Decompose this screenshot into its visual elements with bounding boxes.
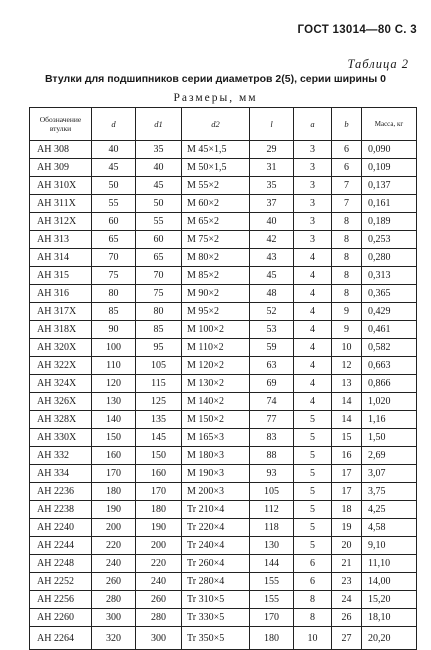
cell-d2: Tr 260×4 bbox=[182, 555, 250, 573]
cell-d: 100 bbox=[92, 339, 136, 357]
table-row bbox=[30, 501, 417, 519]
cell-b: 8 bbox=[332, 213, 362, 231]
cell-d: 190 bbox=[92, 501, 136, 519]
cell-mass: 0,189 bbox=[362, 213, 417, 231]
cell-l: 155 bbox=[250, 573, 294, 591]
cell-d: 45 bbox=[92, 159, 136, 177]
cell-designation: АН 2244 bbox=[30, 537, 92, 555]
cell-d: 65 bbox=[92, 231, 136, 249]
cell-d1: 150 bbox=[136, 447, 182, 465]
table-row bbox=[30, 285, 417, 303]
cell-d1: 160 bbox=[136, 465, 182, 483]
table-row bbox=[30, 375, 417, 393]
cell-d: 75 bbox=[92, 267, 136, 285]
cell-d1: 240 bbox=[136, 573, 182, 591]
cell-designation: АН 308 bbox=[30, 141, 92, 159]
table-row bbox=[30, 141, 417, 159]
cell-l: 45 bbox=[250, 267, 294, 285]
cell-d: 240 bbox=[92, 555, 136, 573]
cell-mass: 0,137 bbox=[362, 177, 417, 195]
table-row bbox=[30, 159, 417, 177]
cell-d2: М 200×3 bbox=[182, 483, 250, 501]
cell-d: 110 bbox=[92, 357, 136, 375]
table-header-row bbox=[30, 108, 417, 141]
cell-l: 170 bbox=[250, 609, 294, 627]
cell-d: 140 bbox=[92, 411, 136, 429]
cell-d: 160 bbox=[92, 447, 136, 465]
cell-a: 3 bbox=[294, 177, 332, 195]
cell-mass: 0,663 bbox=[362, 357, 417, 375]
cell-mass: 0,253 bbox=[362, 231, 417, 249]
sizes-caption: Размеры, мм bbox=[173, 92, 258, 104]
cell-mass: 0,866 bbox=[362, 375, 417, 393]
cell-d1: 200 bbox=[136, 537, 182, 555]
cell-d2: М 60×2 bbox=[182, 195, 250, 213]
cell-l: 105 bbox=[250, 483, 294, 501]
col-header-d2: d2 bbox=[182, 108, 250, 141]
cell-mass: 0,090 bbox=[362, 141, 417, 159]
cell-designation: АН 328Х bbox=[30, 411, 92, 429]
cell-mass: 20,20 bbox=[362, 627, 417, 650]
cell-mass: 1,50 bbox=[362, 429, 417, 447]
cell-d: 300 bbox=[92, 609, 136, 627]
cell-l: 77 bbox=[250, 411, 294, 429]
cell-a: 5 bbox=[294, 537, 332, 555]
cell-designation: АН 330Х bbox=[30, 429, 92, 447]
cell-b: 17 bbox=[332, 465, 362, 483]
cell-a: 4 bbox=[294, 393, 332, 411]
table-row bbox=[30, 267, 417, 285]
cell-a: 6 bbox=[294, 555, 332, 573]
table-row bbox=[30, 519, 417, 537]
cell-l: 35 bbox=[250, 177, 294, 195]
cell-d: 60 bbox=[92, 213, 136, 231]
cell-d1: 35 bbox=[136, 141, 182, 159]
cell-b: 8 bbox=[332, 249, 362, 267]
cell-l: 69 bbox=[250, 375, 294, 393]
cell-b: 19 bbox=[332, 519, 362, 537]
cell-mass: 18,10 bbox=[362, 609, 417, 627]
cell-d: 320 bbox=[92, 627, 136, 650]
table-number: Таблица 2 bbox=[347, 57, 409, 71]
col-header-designation: Обозначение втулки bbox=[30, 108, 92, 141]
cell-a: 5 bbox=[294, 483, 332, 501]
cell-d: 130 bbox=[92, 393, 136, 411]
table-row bbox=[30, 447, 417, 465]
cell-l: 118 bbox=[250, 519, 294, 537]
cell-mass: 0,365 bbox=[362, 285, 417, 303]
cell-designation: АН 2238 bbox=[30, 501, 92, 519]
cell-a: 5 bbox=[294, 447, 332, 465]
cell-a: 5 bbox=[294, 501, 332, 519]
table-row bbox=[30, 231, 417, 249]
cell-d: 50 bbox=[92, 177, 136, 195]
col-header-b: b bbox=[332, 108, 362, 141]
table-row bbox=[30, 573, 417, 591]
table-row bbox=[30, 339, 417, 357]
cell-mass: 0,280 bbox=[362, 249, 417, 267]
cell-d: 170 bbox=[92, 465, 136, 483]
cell-d2: М 140×2 bbox=[182, 393, 250, 411]
table-row bbox=[30, 537, 417, 555]
cell-d2: Tr 280×4 bbox=[182, 573, 250, 591]
cell-mass: 0,109 bbox=[362, 159, 417, 177]
cell-d1: 45 bbox=[136, 177, 182, 195]
cell-d2: Tr 220×4 bbox=[182, 519, 250, 537]
cell-l: 52 bbox=[250, 303, 294, 321]
cell-designation: АН 322Х bbox=[30, 357, 92, 375]
table-row bbox=[30, 609, 417, 627]
table-row bbox=[30, 303, 417, 321]
cell-b: 12 bbox=[332, 357, 362, 375]
cell-designation: АН 317Х bbox=[30, 303, 92, 321]
cell-mass: 1,16 bbox=[362, 411, 417, 429]
cell-mass: 3,07 bbox=[362, 465, 417, 483]
cell-mass: 0,313 bbox=[362, 267, 417, 285]
col-header-mass: Масса, кг bbox=[362, 108, 417, 141]
cell-a: 4 bbox=[294, 249, 332, 267]
cell-a: 4 bbox=[294, 303, 332, 321]
cell-l: 42 bbox=[250, 231, 294, 249]
col-header-d: d bbox=[92, 108, 136, 141]
cell-d2: Tr 350×5 bbox=[182, 627, 250, 650]
cell-b: 23 bbox=[332, 573, 362, 591]
cell-l: 48 bbox=[250, 285, 294, 303]
table-row bbox=[30, 591, 417, 609]
table-body bbox=[30, 141, 417, 650]
cell-d1: 125 bbox=[136, 393, 182, 411]
cell-a: 5 bbox=[294, 519, 332, 537]
cell-l: 155 bbox=[250, 591, 294, 609]
table-row bbox=[30, 213, 417, 231]
cell-l: 59 bbox=[250, 339, 294, 357]
bushings-table bbox=[29, 107, 417, 650]
cell-designation: АН 332 bbox=[30, 447, 92, 465]
cell-a: 3 bbox=[294, 195, 332, 213]
cell-d2: М 85×2 bbox=[182, 267, 250, 285]
cell-mass: 11,10 bbox=[362, 555, 417, 573]
cell-b: 6 bbox=[332, 141, 362, 159]
cell-mass: 4,58 bbox=[362, 519, 417, 537]
table-row bbox=[30, 627, 417, 650]
cell-b: 21 bbox=[332, 555, 362, 573]
cell-d2: М 55×2 bbox=[182, 177, 250, 195]
cell-b: 7 bbox=[332, 195, 362, 213]
cell-d2: Tr 240×4 bbox=[182, 537, 250, 555]
table-row bbox=[30, 483, 417, 501]
cell-l: 144 bbox=[250, 555, 294, 573]
cell-designation: АН 314 bbox=[30, 249, 92, 267]
cell-d2: М 50×1,5 bbox=[182, 159, 250, 177]
cell-d: 90 bbox=[92, 321, 136, 339]
cell-d1: 50 bbox=[136, 195, 182, 213]
cell-l: 83 bbox=[250, 429, 294, 447]
cell-mass: 14,00 bbox=[362, 573, 417, 591]
cell-b: 9 bbox=[332, 321, 362, 339]
cell-d2: М 120×2 bbox=[182, 357, 250, 375]
cell-d1: 220 bbox=[136, 555, 182, 573]
cell-d1: 190 bbox=[136, 519, 182, 537]
cell-mass: 15,20 bbox=[362, 591, 417, 609]
cell-a: 6 bbox=[294, 573, 332, 591]
cell-mass: 0,429 bbox=[362, 303, 417, 321]
cell-designation: АН 324Х bbox=[30, 375, 92, 393]
cell-b: 14 bbox=[332, 393, 362, 411]
table-row bbox=[30, 195, 417, 213]
cell-a: 4 bbox=[294, 321, 332, 339]
cell-d2: Tr 310×5 bbox=[182, 591, 250, 609]
cell-b: 8 bbox=[332, 231, 362, 249]
table-title: Втулки для подшипников серии диаметров 2(5), серии ширины 0 bbox=[44, 73, 386, 85]
cell-d2: М 180×3 bbox=[182, 447, 250, 465]
cell-mass: 9,10 bbox=[362, 537, 417, 555]
cell-designation: АН 2256 bbox=[30, 591, 92, 609]
cell-b: 13 bbox=[332, 375, 362, 393]
cell-d2: М 100×2 bbox=[182, 321, 250, 339]
cell-d: 70 bbox=[92, 249, 136, 267]
cell-d2: М 110×2 bbox=[182, 339, 250, 357]
cell-d2: М 80×2 bbox=[182, 249, 250, 267]
cell-d1: 300 bbox=[136, 627, 182, 650]
cell-designation: АН 2248 bbox=[30, 555, 92, 573]
cell-l: 180 bbox=[250, 627, 294, 650]
cell-l: 31 bbox=[250, 159, 294, 177]
cell-designation: АН 309 bbox=[30, 159, 92, 177]
cell-b: 17 bbox=[332, 483, 362, 501]
cell-b: 16 bbox=[332, 447, 362, 465]
cell-a: 5 bbox=[294, 429, 332, 447]
cell-d2: Tr 330×5 bbox=[182, 609, 250, 627]
cell-d1: 65 bbox=[136, 249, 182, 267]
cell-mass: 4,25 bbox=[362, 501, 417, 519]
cell-mass: 3,75 bbox=[362, 483, 417, 501]
cell-d2: М 65×2 bbox=[182, 213, 250, 231]
page-header: ГОСТ 13014—80 С. 3 bbox=[297, 24, 417, 36]
cell-d1: 170 bbox=[136, 483, 182, 501]
cell-d1: 60 bbox=[136, 231, 182, 249]
cell-a: 5 bbox=[294, 411, 332, 429]
table-row bbox=[30, 429, 417, 447]
cell-mass: 0,582 bbox=[362, 339, 417, 357]
cell-designation: АН 326Х bbox=[30, 393, 92, 411]
cell-mass: 2,69 bbox=[362, 447, 417, 465]
table-row bbox=[30, 393, 417, 411]
cell-designation: АН 2252 bbox=[30, 573, 92, 591]
table-row bbox=[30, 555, 417, 573]
cell-a: 3 bbox=[294, 159, 332, 177]
cell-d2: М 45×1,5 bbox=[182, 141, 250, 159]
cell-l: 130 bbox=[250, 537, 294, 555]
cell-l: 53 bbox=[250, 321, 294, 339]
cell-a: 4 bbox=[294, 267, 332, 285]
cell-a: 4 bbox=[294, 375, 332, 393]
cell-d: 220 bbox=[92, 537, 136, 555]
cell-d2: М 130×2 bbox=[182, 375, 250, 393]
cell-mass: 0,161 bbox=[362, 195, 417, 213]
cell-l: 93 bbox=[250, 465, 294, 483]
cell-a: 4 bbox=[294, 357, 332, 375]
table-row bbox=[30, 357, 417, 375]
cell-d1: 75 bbox=[136, 285, 182, 303]
cell-d2: М 165×3 bbox=[182, 429, 250, 447]
cell-b: 8 bbox=[332, 285, 362, 303]
cell-d2: Tr 210×4 bbox=[182, 501, 250, 519]
cell-b: 27 bbox=[332, 627, 362, 650]
cell-designation: АН 334 bbox=[30, 465, 92, 483]
cell-d2: М 95×2 bbox=[182, 303, 250, 321]
cell-d1: 180 bbox=[136, 501, 182, 519]
cell-l: 43 bbox=[250, 249, 294, 267]
cell-d1: 135 bbox=[136, 411, 182, 429]
cell-designation: АН 316 bbox=[30, 285, 92, 303]
cell-designation: АН 315 bbox=[30, 267, 92, 285]
cell-d1: 80 bbox=[136, 303, 182, 321]
col-header-d1: d1 bbox=[136, 108, 182, 141]
cell-d: 150 bbox=[92, 429, 136, 447]
table-row bbox=[30, 249, 417, 267]
cell-l: 74 bbox=[250, 393, 294, 411]
cell-l: 88 bbox=[250, 447, 294, 465]
cell-b: 18 bbox=[332, 501, 362, 519]
cell-designation: АН 320Х bbox=[30, 339, 92, 357]
cell-d1: 115 bbox=[136, 375, 182, 393]
cell-designation: АН 2260 bbox=[30, 609, 92, 627]
table-row bbox=[30, 177, 417, 195]
cell-b: 8 bbox=[332, 267, 362, 285]
cell-a: 4 bbox=[294, 339, 332, 357]
cell-d1: 70 bbox=[136, 267, 182, 285]
table-row bbox=[30, 465, 417, 483]
cell-d: 55 bbox=[92, 195, 136, 213]
cell-designation: АН 2236 bbox=[30, 483, 92, 501]
cell-b: 6 bbox=[332, 159, 362, 177]
cell-a: 8 bbox=[294, 591, 332, 609]
cell-l: 29 bbox=[250, 141, 294, 159]
cell-a: 8 bbox=[294, 609, 332, 627]
cell-d: 80 bbox=[92, 285, 136, 303]
cell-b: 10 bbox=[332, 339, 362, 357]
table-row bbox=[30, 411, 417, 429]
cell-b: 9 bbox=[332, 303, 362, 321]
cell-designation: АН 318Х bbox=[30, 321, 92, 339]
cell-d1: 280 bbox=[136, 609, 182, 627]
cell-designation: АН 313 bbox=[30, 231, 92, 249]
cell-d: 280 bbox=[92, 591, 136, 609]
cell-d: 200 bbox=[92, 519, 136, 537]
col-header-a: a bbox=[294, 108, 332, 141]
col-header-l: l bbox=[250, 108, 294, 141]
cell-b: 14 bbox=[332, 411, 362, 429]
cell-a: 10 bbox=[294, 627, 332, 650]
table-row bbox=[30, 321, 417, 339]
cell-mass: 0,461 bbox=[362, 321, 417, 339]
cell-d2: М 190×3 bbox=[182, 465, 250, 483]
cell-a: 3 bbox=[294, 141, 332, 159]
cell-d: 180 bbox=[92, 483, 136, 501]
cell-a: 3 bbox=[294, 231, 332, 249]
cell-b: 20 bbox=[332, 537, 362, 555]
cell-d2: М 90×2 bbox=[182, 285, 250, 303]
cell-b: 15 bbox=[332, 429, 362, 447]
cell-d: 40 bbox=[92, 141, 136, 159]
cell-d: 85 bbox=[92, 303, 136, 321]
cell-d1: 145 bbox=[136, 429, 182, 447]
cell-l: 40 bbox=[250, 213, 294, 231]
cell-d2: М 150×2 bbox=[182, 411, 250, 429]
cell-a: 3 bbox=[294, 213, 332, 231]
cell-l: 112 bbox=[250, 501, 294, 519]
cell-d1: 95 bbox=[136, 339, 182, 357]
cell-a: 5 bbox=[294, 465, 332, 483]
cell-d1: 40 bbox=[136, 159, 182, 177]
cell-d2: М 75×2 bbox=[182, 231, 250, 249]
cell-d1: 55 bbox=[136, 213, 182, 231]
cell-designation: АН 2264 bbox=[30, 627, 92, 650]
cell-d1: 260 bbox=[136, 591, 182, 609]
cell-l: 63 bbox=[250, 357, 294, 375]
cell-l: 37 bbox=[250, 195, 294, 213]
cell-b: 26 bbox=[332, 609, 362, 627]
cell-d1: 85 bbox=[136, 321, 182, 339]
cell-designation: АН 2240 bbox=[30, 519, 92, 537]
cell-mass: 1,020 bbox=[362, 393, 417, 411]
cell-designation: АН 311Х bbox=[30, 195, 92, 213]
cell-b: 7 bbox=[332, 177, 362, 195]
cell-a: 4 bbox=[294, 285, 332, 303]
cell-designation: АН 310Х bbox=[30, 177, 92, 195]
cell-d1: 105 bbox=[136, 357, 182, 375]
cell-designation: АН 312Х bbox=[30, 213, 92, 231]
cell-d: 260 bbox=[92, 573, 136, 591]
cell-d: 120 bbox=[92, 375, 136, 393]
cell-b: 24 bbox=[332, 591, 362, 609]
